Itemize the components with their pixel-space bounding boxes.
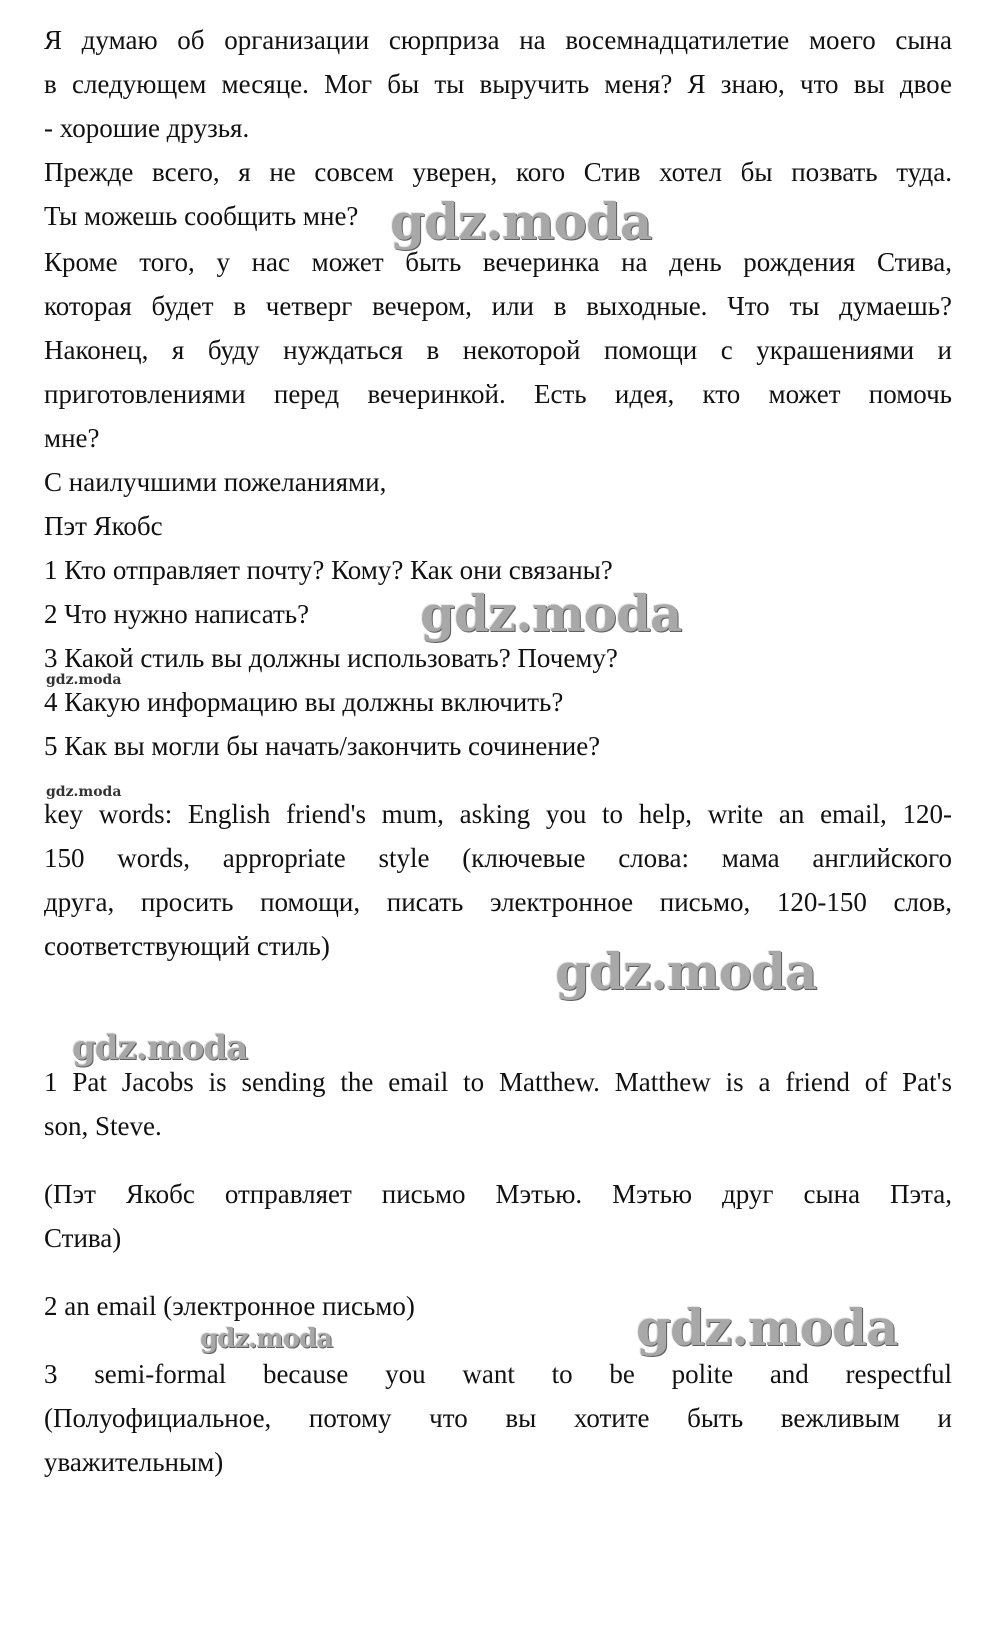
letter-line-3: - хорошие друзья. xyxy=(44,113,250,143)
letter-line-1: Я думаю об организации сюрприза на восемнадцатилетие моего сына xyxy=(44,25,952,55)
answer-1-line-1: 1 Pat Jacobs is sending the email to Matthew. Matthew is a friend of Pat's xyxy=(44,1067,952,1097)
answer-3-line-1: 3 semi-formal because you want to be polite and respectful xyxy=(44,1359,952,1389)
watermark: gdz.moda xyxy=(200,1324,333,1354)
letter-line-2: в следующем месяце. Мог бы ты выручить меня? Я знаю, что вы двое xyxy=(44,69,952,99)
answer-3-line-2: (Полуофициальное, потому что вы хотите быть вежливым и xyxy=(44,1403,952,1433)
letter-line-8: Наконец, я буду нуждаться в некоторой помощи с украшениями и xyxy=(44,335,952,365)
watermark: gdz.moda xyxy=(72,1028,248,1068)
letter-signature: Пэт Якобс xyxy=(44,511,163,541)
answer-1-translation-line-1: (Пэт Якобс отправляет письмо Мэтью. Мэтью друг сына Пэта, xyxy=(44,1179,952,1209)
watermark: gdz.moda xyxy=(636,1298,898,1357)
answer-1-translation-line-2: Стива) xyxy=(44,1223,122,1253)
key-words-line-3: друга, просить помощи, писать электронное письмо, 120-150 слов, xyxy=(44,887,952,917)
watermark: gdz.moda xyxy=(555,942,817,1001)
question-4: 4 Какую информацию вы должны включить? xyxy=(44,687,564,717)
letter-line-7: которая будет в четверг вечером, или в выходные. Что ты думаешь? xyxy=(44,291,952,321)
letter-line-5: Ты можешь сообщить мне? xyxy=(44,201,359,231)
key-words-line-4: соответствующий стиль) xyxy=(44,931,330,961)
answer-2: 2 an email (электронное письмо) xyxy=(44,1291,415,1321)
letter-line-6: Кроме того, у нас может быть вечеринка на день рождения Стива, xyxy=(44,247,952,277)
letter-closing: С наилучшими пожеланиями, xyxy=(44,467,387,497)
key-words-line-1: key words: English friend's mum, asking you to help, write an email, 120- xyxy=(44,799,952,829)
watermark: gdz.moda xyxy=(46,672,122,688)
letter-line-9: приготовлениями перед вечеринкой. Есть идея, кто может помочь xyxy=(44,379,952,409)
answer-1-line-2: son, Steve. xyxy=(44,1111,162,1141)
question-5: 5 Как вы могли бы начать/закончить сочинение? xyxy=(44,731,601,761)
letter-line-10: мне? xyxy=(44,423,100,453)
question-1: 1 Кто отправляет почту? Кому? Как они связаны? xyxy=(44,555,613,585)
question-3: 3 Какой стиль вы должны использовать? Почему? xyxy=(44,643,618,673)
key-words-line-2: 150 words, appropriate style (ключевые слова: мама английского xyxy=(44,843,952,873)
watermark: gdz.moda xyxy=(390,192,652,251)
letter-line-4: Прежде всего, я не совсем уверен, кого Стив хотел бы позвать туда. xyxy=(44,157,952,187)
answer-3-line-3: уважительным) xyxy=(44,1447,224,1477)
watermark: gdz.moda xyxy=(420,584,682,643)
watermark: gdz.moda xyxy=(46,784,122,800)
question-2: 2 Что нужно написать? xyxy=(44,599,310,629)
